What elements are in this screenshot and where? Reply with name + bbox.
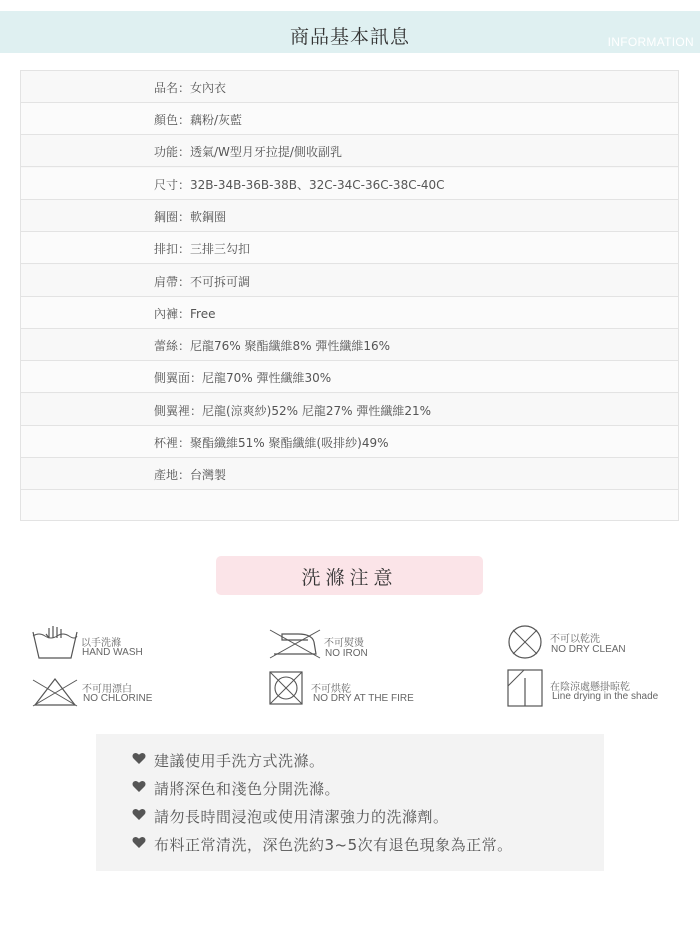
spec-row bbox=[21, 103, 678, 135]
page-title: 商品基本訊息 bbox=[289, 26, 410, 48]
wash-title: 洗滌注意 bbox=[301, 567, 398, 589]
care-label-en: Line drying in the shade bbox=[552, 691, 659, 702]
spec-text: 品名：女內衣 bbox=[154, 81, 227, 95]
spec-text: 顏色：藕粉/灰藍 bbox=[154, 113, 243, 127]
spec-text: 鋼圈：軟鋼圈 bbox=[154, 210, 227, 224]
spec-text: 排扣：三排三勾扣 bbox=[154, 242, 251, 256]
spec-row bbox=[21, 329, 678, 361]
care-label-en: NO DRY CLEAN bbox=[551, 644, 626, 655]
spec-text: 產地：台灣製 bbox=[154, 468, 227, 482]
wash-note-text: 布料正常清洗，深色洗約3~5次有退色現象為正常。 bbox=[154, 836, 513, 854]
spec-row bbox=[21, 426, 678, 458]
care-item-no-dry-clean bbox=[506, 624, 686, 664]
spec-text: 內褲：Free bbox=[154, 307, 216, 321]
spec-row bbox=[21, 297, 678, 329]
spec-text: 側翼面：尼龍70% 彈性纖維30% bbox=[154, 371, 332, 385]
spec-text: 肩帶：不可拆可調 bbox=[154, 275, 251, 289]
care-label-en: NO CHLORINE bbox=[83, 693, 153, 704]
care-label-zh: 不可熨燙 bbox=[324, 638, 364, 649]
care-label-en: NO DRY AT THE FIRE bbox=[313, 693, 414, 704]
page-subtitle-en: INFORMATION bbox=[607, 35, 694, 49]
care-item-no-tumble-dry bbox=[268, 670, 438, 710]
no-iron-icon bbox=[268, 626, 322, 660]
care-item-no-iron bbox=[268, 626, 438, 666]
care-label-zh: 在陰涼處懸掛晾乾 bbox=[550, 682, 630, 693]
spec-row bbox=[21, 458, 678, 490]
spec-row bbox=[21, 135, 678, 167]
wash-note-text: 建議使用手洗方式洗滌。 bbox=[154, 752, 325, 770]
care-item-line-dry-shade bbox=[506, 668, 696, 710]
care-item-hand-wash bbox=[31, 624, 191, 664]
heart-icon bbox=[132, 752, 146, 765]
spec-row bbox=[21, 361, 678, 393]
care-label-zh: 不可以乾洗 bbox=[550, 634, 600, 645]
spec-row-empty bbox=[21, 490, 678, 520]
hand-wash-icon bbox=[31, 624, 79, 660]
care-label-zh: 以手洗滌 bbox=[81, 638, 121, 649]
spec-text: 功能：透氣/W型月牙拉提/側收副乳 bbox=[154, 145, 342, 159]
spec-row bbox=[21, 394, 678, 426]
spec-text: 蕾絲：尼龍76% 聚酯纖維8% 彈性纖維16% bbox=[154, 339, 391, 353]
no-bleach-icon bbox=[31, 676, 79, 708]
spec-row bbox=[21, 71, 678, 103]
care-label-en: NO IRON bbox=[325, 648, 368, 659]
spec-row bbox=[21, 265, 678, 297]
care-label-zh: 不可烘乾 bbox=[311, 684, 351, 695]
spec-text: 杯裡：聚酯纖維51% 聚酯纖維(吸排紗)49% bbox=[154, 436, 389, 450]
spec-table bbox=[20, 70, 679, 521]
heart-icon bbox=[132, 780, 146, 793]
care-item-no-bleach bbox=[31, 676, 201, 712]
spec-row bbox=[21, 232, 678, 264]
care-label-zh: 不可用漂白 bbox=[82, 684, 132, 695]
no-dry-clean-icon bbox=[506, 624, 544, 660]
line-dry-shade-icon bbox=[506, 668, 544, 708]
spec-row bbox=[21, 168, 678, 200]
wash-note-text: 請將深色和淺色分開洗滌。 bbox=[154, 780, 341, 798]
heart-icon bbox=[132, 808, 146, 821]
spec-text: 尺寸：32B-34B-36B-38B、32C-34C-36C-38C-40C bbox=[154, 178, 445, 192]
care-label-en: HAND WASH bbox=[82, 647, 143, 658]
wash-note-text: 請勿長時間浸泡或使用清潔強力的洗滌劑。 bbox=[154, 808, 449, 826]
no-tumble-dry-icon bbox=[268, 670, 304, 706]
heart-icon bbox=[132, 836, 146, 849]
spec-text: 側翼裡：尼龍(涼爽紗)52% 尼龍27% 彈性纖維21% bbox=[154, 404, 432, 418]
spec-row bbox=[21, 200, 678, 232]
wash-notes-box bbox=[96, 734, 604, 871]
